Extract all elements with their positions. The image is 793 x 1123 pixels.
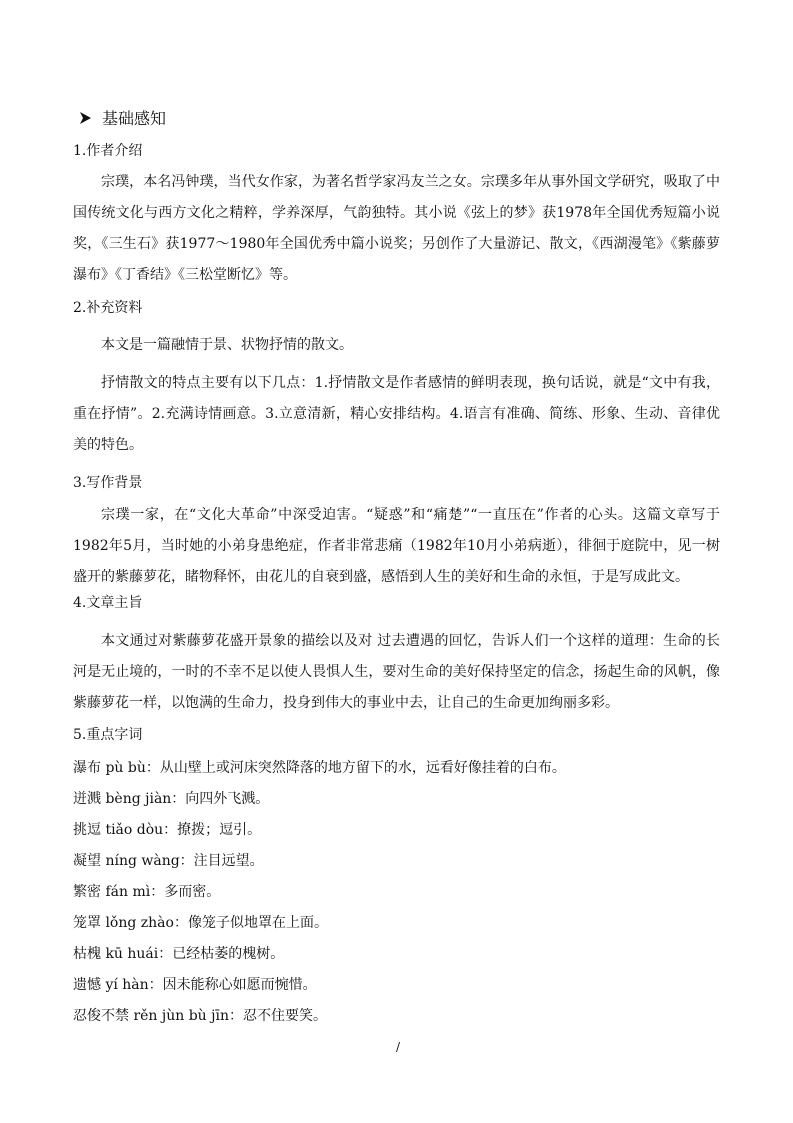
author-paragraph: 宗璞，本名冯钟璞，当代女作家，为著名哲学家冯友兰之女。宗璞多年从事外国文学研究，吸取了中国传统文化与西方文化之精粹，学养深厚，气韵独特。其小说《弦上的梦》获1978年全国优秀短篇小说奖，《三生石》获1977～1980年全国优秀中篇小说奖；另创作了大量游记、散文，《西湖漫笔》《紫藤萝瀑布》《丁香结》《三松堂断忆》等。 <box>73 174 720 283</box>
page-footer-mark: / <box>396 1040 401 1054</box>
author-heading: 1.作者介绍 <box>73 143 143 159</box>
supplement-heading: 2.补充资料 <box>73 300 143 316</box>
supplement-paragraph-2: 抒情散文的特点主要有以下几点：1.抒情散文是作者感情的鲜明表现，换句话说，就是“文中有我，重在抒情”。2.充满诗情画意。3.立意清新，精心安排结构。4.语言有准确、简练、形象、生动、音律优美的特色。 <box>73 375 720 453</box>
vocab-item: 迸溅 bèng jiàn：向四外飞溅。 <box>73 791 270 807</box>
vocab-item: 瀑布 pù bù：从山壁上或河床突然降落的地方留下的水，远看好像挂着的白布。 <box>73 760 566 776</box>
background-paragraph: 宗璞一家，在“文化大革命”中深受迫害。“疑惑”和“痛楚”“一直压在”作者的心头。这篇文章写于1982年5月，当时她的小弟身患绝症，作者非常悲痛（1982年10月小弟病逝），徘徊于庭院中，见一树盛开的紫藤萝花，睹物释怀，由花儿的自衰到盛，感悟到人生的美好和生命的永恒，于是写成此文。 <box>73 507 720 585</box>
arrow-right-icon <box>78 110 96 132</box>
theme-heading: 4.文章主旨 <box>73 595 143 611</box>
vocab-item: 忍俊不禁 rěn jùn bù jīn：忍不住要笑。 <box>73 1008 327 1024</box>
vocab-item: 遗憾 yí hàn：因未能称心如愿而惋惜。 <box>73 977 317 993</box>
vocab-item: 挑逗 tiǎo dòu：撩拨；逗引。 <box>73 822 262 838</box>
section-title: 基础感知 <box>102 109 167 128</box>
theme-paragraph: 本文通过对紫藤萝花盛开景象的描绘以及对 过去遭遇的回忆，告诉人们一个这样的道理：生命的长河是无止境的，一时的不幸不足以使人畏惧人生，要对生命的美好保持坚定的信念，扬起生命的风帆，像紫藤萝花一样，以饱满的生命力，投身到伟大的事业中去，让自己的生命更加绚丽多彩。 <box>73 633 720 711</box>
supplement-paragraph-1: 本文是一篇融情于景、状物抒情的散文。 <box>101 337 353 353</box>
section-heading <box>78 108 166 132</box>
vocab-item: 凝望 níng wàng：注目远望。 <box>73 853 264 869</box>
background-heading: 3.写作背景 <box>73 475 143 491</box>
vocab-item: 繁密 fán mì：多而密。 <box>73 884 221 900</box>
vocab-item: 笼罩 lǒng zhào：像笼子似地罩在上面。 <box>73 915 328 931</box>
vocab-heading: 5.重点字词 <box>73 727 143 743</box>
vocab-item: 枯槐 kū huái：已经枯萎的槐树。 <box>73 946 285 962</box>
